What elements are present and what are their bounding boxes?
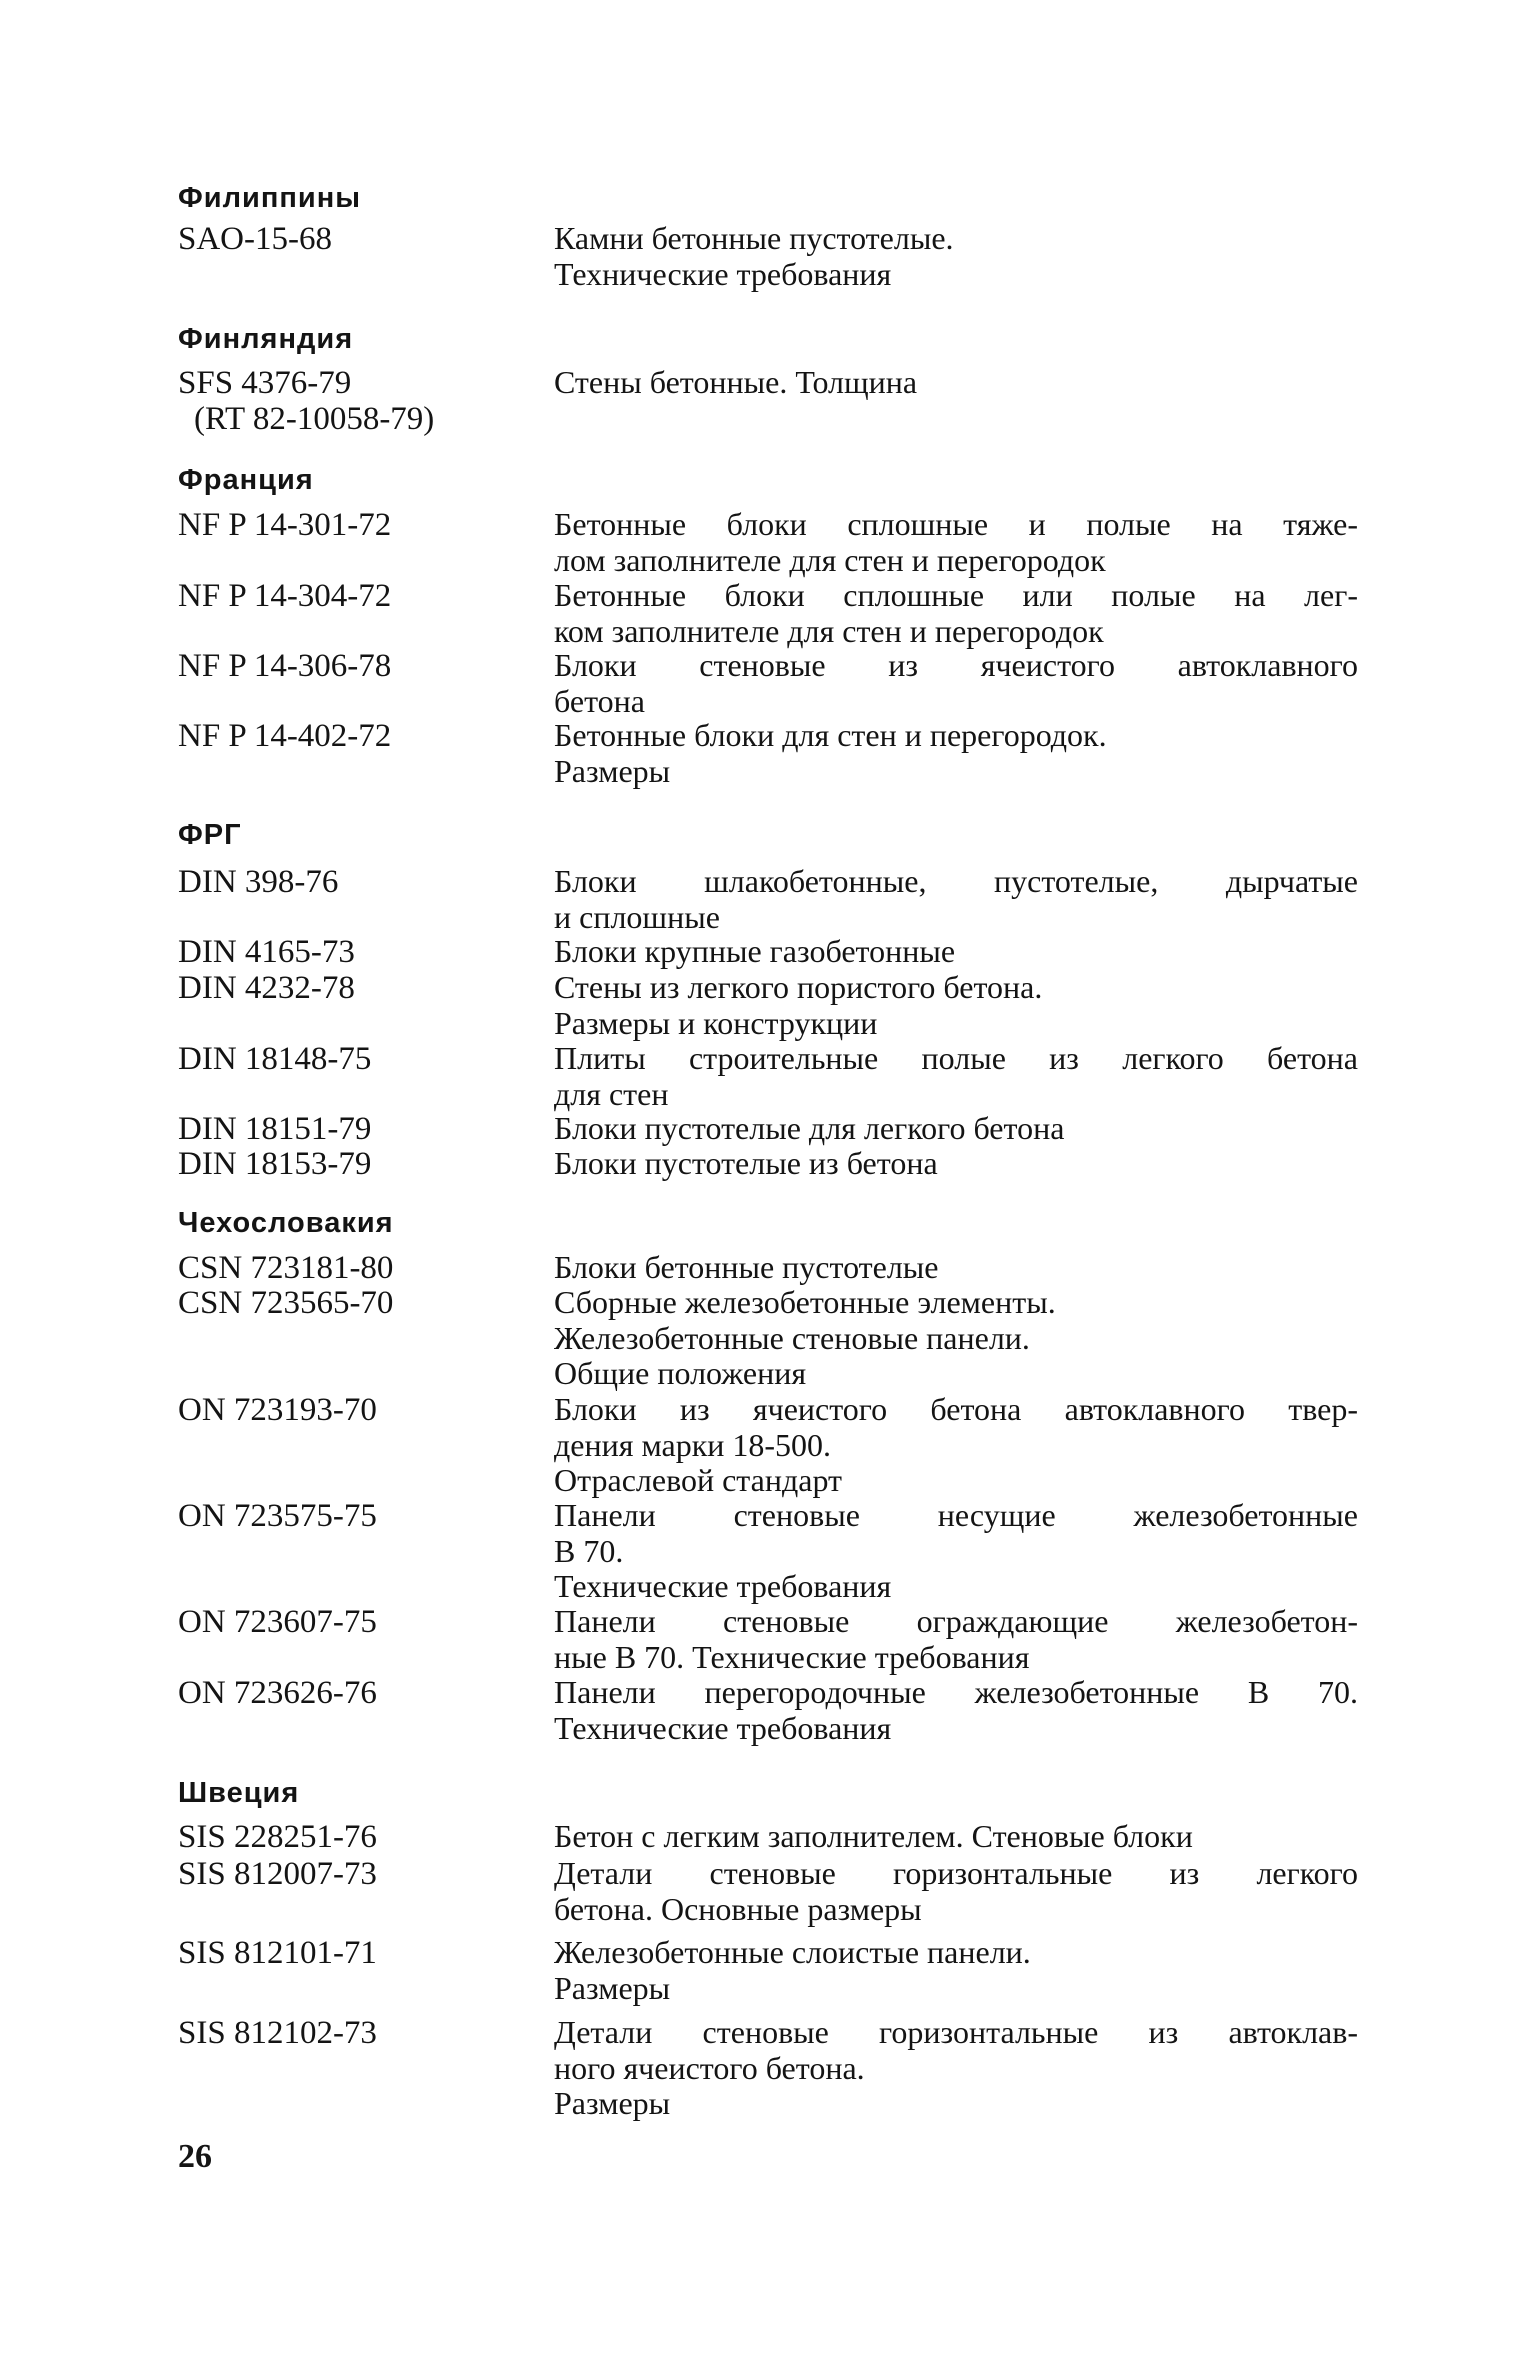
description-line: Блоки крупные газобетонные (554, 933, 956, 969)
standard-code (178, 1856, 508, 1892)
standard-code-line: ON 723626-76 (178, 1675, 377, 1711)
standard-code (178, 578, 508, 614)
section-heading-frg: ФРГ (178, 819, 242, 851)
standard-code-line: NF P 14-402-72 (178, 718, 392, 754)
standard-description (554, 1604, 1358, 1675)
description-line: Панели стеновые несущие железобетонные (554, 1497, 1358, 1533)
standard-description (554, 648, 1358, 719)
standard-code-line: SIS 228251-76 (178, 1819, 377, 1855)
standard-description (554, 1250, 1358, 1286)
description-line: Плиты строительные полые из легкого бетона (554, 1040, 1358, 1076)
standard-code-line: SAO-15-68 (178, 221, 332, 257)
section-heading-france: Франция (178, 464, 314, 496)
standard-description (554, 1935, 1358, 2006)
description-line: Детали стеновые горизонтальные из автоклав- (554, 2014, 1358, 2050)
standard-description (554, 1819, 1358, 1855)
standard-code-line: SFS 4376-79 (178, 365, 352, 401)
standard-description (554, 970, 1358, 1041)
section-heading-czechoslovakia: Чехословакия (178, 1207, 394, 1239)
standard-code-line: ON 723193-70 (178, 1392, 377, 1428)
standard-code (178, 718, 508, 754)
description-line: Общие положения (554, 1355, 807, 1391)
description-line: Отраслевой стандарт (554, 1462, 843, 1498)
standard-code-line: DIN 18151-79 (178, 1111, 372, 1147)
description-line: бетона (554, 682, 645, 719)
description-line: Камни бетонные пустотелые. (554, 220, 954, 256)
description-line: Блоки стеновые из ячеистого автоклавного (554, 647, 1358, 683)
description-line: Железобетонные стеновые панели. (554, 1319, 1030, 1356)
description-line: Размеры (554, 1969, 671, 2006)
standard-code (178, 1604, 508, 1640)
description-line: Размеры и конструкции (554, 1004, 878, 1041)
description-line: Размеры (554, 752, 671, 789)
standard-description (554, 1111, 1358, 1147)
description-line: ного ячеистого бетона. (554, 2049, 865, 2086)
description-line: и сплошные (554, 898, 720, 935)
standard-code (178, 1392, 508, 1428)
standard-description (554, 934, 1358, 970)
standard-code-line: (RT 82-10058-79) (194, 401, 435, 437)
standard-code-line: DIN 398-76 (178, 864, 339, 900)
description-line: Бетон с легким заполнителем. Стеновые блоки (554, 1818, 1193, 1854)
standard-code (178, 1675, 508, 1711)
description-line: Технические требования (554, 1709, 892, 1746)
description-line: Панели стеновые ограждающие железобетон- (554, 1603, 1358, 1639)
description-line: Блоки пустотелые для легкого бетона (554, 1110, 1065, 1146)
standard-description (554, 1675, 1358, 1746)
standard-code (178, 1935, 508, 1971)
standard-code-line: DIN 4165-73 (178, 934, 355, 970)
standard-description (554, 365, 1358, 401)
standard-code-line: NF P 14-306-78 (178, 648, 392, 684)
description-line: Панели перегородочные железобетонные В 70. (554, 1674, 1358, 1710)
standard-description (554, 2015, 1358, 2122)
description-line: Блоки шлакобетонные, пустотелые, дырчатые (554, 863, 1358, 899)
description-line: Бетонные блоки для стен и перегородок. (554, 717, 1107, 753)
description-line: ные В 70. Технические требования (554, 1638, 1030, 1675)
standard-code (178, 1041, 508, 1077)
standard-code-line: ON 723575-75 (178, 1498, 377, 1534)
standard-code (178, 1498, 508, 1534)
section-heading-finland: Финляндия (178, 323, 354, 355)
standard-code (178, 507, 508, 543)
standard-description (554, 578, 1358, 649)
standard-description (554, 1146, 1358, 1182)
standard-code-line: DIN 18153-79 (178, 1146, 372, 1182)
standard-code-line: DIN 18148-75 (178, 1041, 372, 1077)
standard-description (554, 1392, 1358, 1499)
description-line: Блоки пустотелые из бетона (554, 1145, 938, 1181)
standard-code (178, 1111, 508, 1147)
description-line: Технические требования (554, 1568, 892, 1604)
description-line: Размеры (554, 2085, 671, 2121)
standard-code-line: NF P 14-304-72 (178, 578, 392, 614)
description-line: Сборные железобетонные элементы. (554, 1284, 1056, 1320)
description-line: лом заполнителе для стен и перегородок (554, 541, 1106, 578)
standard-description (554, 1285, 1358, 1392)
standard-code (178, 2015, 508, 2051)
standard-code (178, 365, 508, 437)
description-line: Бетонные блоки сплошные и полые на тяже- (554, 506, 1358, 542)
standard-description (554, 1498, 1358, 1605)
standard-code (178, 648, 508, 684)
page-number: 26 (178, 2138, 212, 2175)
standard-code-line: CSN 723181-80 (178, 1250, 394, 1286)
description-line: Блоки из ячеистого бетона автоклавного твер- (554, 1391, 1358, 1427)
standard-code-line: SIS 812101-71 (178, 1935, 377, 1971)
standard-code (178, 1285, 508, 1321)
standard-code-line: ON 723607-75 (178, 1604, 377, 1640)
section-heading-sweden: Швеция (178, 1777, 300, 1809)
standard-code (178, 1819, 508, 1855)
standard-description (554, 864, 1358, 935)
description-line: Детали стеновые горизонтальные из легкого (554, 1855, 1358, 1891)
description-line: Стены бетонные. Толщина (554, 364, 918, 400)
standard-code (178, 221, 508, 257)
description-line: Бетонные блоки сплошные или полые на лег- (554, 577, 1358, 613)
standard-description (554, 221, 1358, 292)
description-line: для стен (554, 1075, 669, 1112)
description-line: дения марки 18-500. (554, 1426, 832, 1463)
description-line: ком заполнителе для стен и перегородок (554, 612, 1104, 649)
description-line: Технические требования (554, 255, 892, 292)
description-line: бетона. Основные размеры (554, 1890, 922, 1927)
description-line: В 70. (554, 1532, 624, 1569)
description-line: Стены из легкого пористого бетона. (554, 969, 1043, 1005)
standard-code (178, 934, 508, 970)
description-line: Блоки бетонные пустотелые (554, 1249, 939, 1285)
standard-code (178, 864, 508, 900)
standard-code-line: SIS 812007-73 (178, 1856, 377, 1892)
standard-description (554, 507, 1358, 578)
standard-description (554, 1856, 1358, 1927)
description-line: Железобетонные слоистые панели. (554, 1934, 1031, 1970)
standard-code (178, 970, 508, 1006)
standard-code (178, 1146, 508, 1182)
standard-code (178, 1250, 508, 1286)
standard-description (554, 1041, 1358, 1112)
standard-code-line: CSN 723565-70 (178, 1285, 394, 1321)
standard-code-line: NF P 14-301-72 (178, 507, 392, 543)
standard-code-line: DIN 4232-78 (178, 970, 355, 1006)
standard-description (554, 718, 1358, 789)
standard-code-line: SIS 812102-73 (178, 2015, 377, 2051)
section-heading-philippines: Филиппины (178, 182, 361, 214)
